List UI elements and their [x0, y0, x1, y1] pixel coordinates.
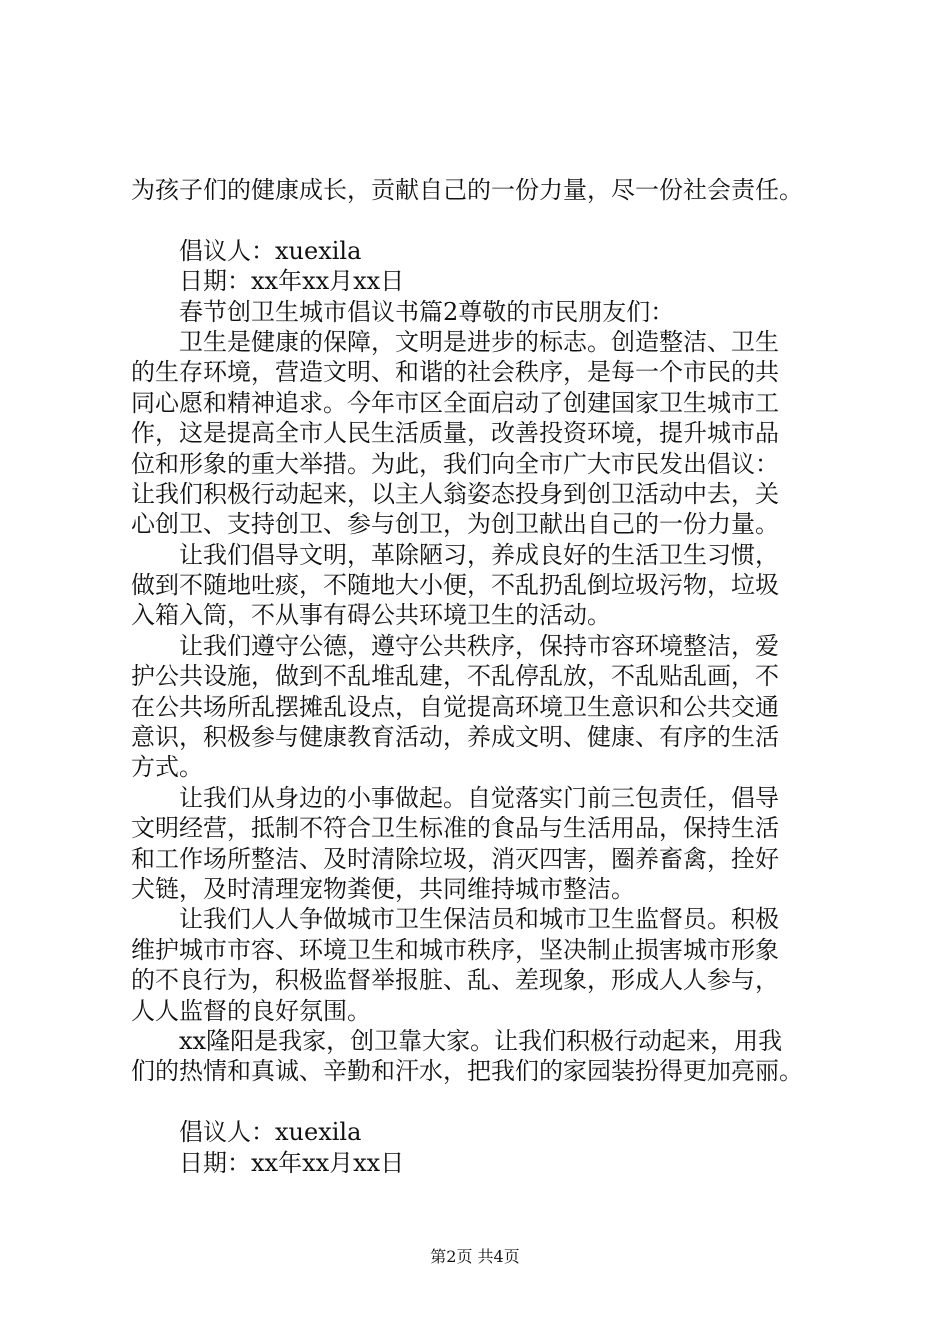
paragraph-line: 让我们遵守公德，遵守公共秩序，保持市容环境整洁，爱 [179, 631, 779, 660]
paragraph-line: 的不良行为，积极监督举报脏、乱、差现象，形成人人参与， [131, 966, 779, 995]
paragraph-line: xx隆阳是我家，创卫靠大家。让我们积极行动起来，用我 [179, 1026, 783, 1055]
signatory-line: 倡议人：xuexila [179, 1118, 362, 1147]
paragraph-line: 的生存环境，营造文明、和谐的社会秩序，是每一个市民的共 [131, 358, 779, 387]
blank-line [131, 1087, 831, 1117]
paragraph-line: 让我们积极行动起来，以主人翁姿态投身到创卫活动中去，关 [131, 479, 779, 508]
paragraph-line: 犬链，及时清理宠物粪便，共同维持城市整洁。 [131, 874, 635, 903]
paragraph-line: 和工作场所整洁、及时清除垃圾，消灭四害，圈养畜禽，拴好 [131, 844, 779, 873]
paragraph-line: 们的热情和真诚、辛勤和汗水，把我们的家园装扮得更加亮丽。 [131, 1057, 803, 1086]
paragraph-line: 护公共设施，做到不乱堆乱建，不乱停乱放，不乱贴乱画，不 [131, 662, 779, 691]
paragraph-line: 意识，积极参与健康教育活动，养成文明、健康、有序的生活 [131, 723, 779, 752]
paragraph-line: 人人监督的良好氛围。 [131, 996, 371, 1025]
paragraph-line: 让我们从身边的小事做起。自觉落实门前三包责任，倡导 [179, 783, 779, 812]
paragraph-line: 入箱入筒，不从事有碍公共环境卫生的活动。 [131, 601, 611, 630]
paragraph-line: 方式。 [131, 753, 203, 782]
paragraph-line: 为孩子们的健康成长，贡献自己的一份力量，尽一份社会责任。 [131, 176, 803, 204]
paragraph-line: 做到不随地吐痰，不随地大小便，不乱扔乱倒垃圾污物，垃圾 [131, 571, 779, 600]
paragraph-line: 卫生是健康的保障，文明是进步的标志。创造整洁、卫生 [179, 327, 779, 356]
paragraph-line: 让我们倡导文明，革除陋习，养成良好的生活卫生习惯， [179, 540, 779, 569]
paragraph-line: 心创卫、支持创卫、参与创卫，为创卫献出自己的一份力量。 [131, 510, 779, 539]
paragraph-line: 同心愿和精神追求。今年市区全面启动了创建国家卫生城市工 [131, 388, 779, 417]
paragraph-line: 在公共场所乱摆摊乱设点，自觉提高环境卫生意识和公共交通 [131, 692, 779, 721]
blank-line [131, 205, 831, 235]
date-line: 日期：xx年xx月xx日 [179, 1148, 405, 1177]
paragraph-line: 让我们人人争做城市卫生保洁员和城市卫生监督员。积极 [179, 905, 779, 934]
paragraph-line: 文明经营，抵制不符合卫生标准的食品与生活用品，保持生活 [131, 814, 779, 843]
document-body [131, 175, 831, 1178]
paragraph-line: 维护城市市容、环境卫生和城市秩序，坚决制止损害城市形象 [131, 935, 779, 964]
paragraph-line: 作，这是提高全市人民生活质量，改善投资环境，提升城市品 [131, 419, 779, 448]
date-line: 日期：xx年xx月xx日 [179, 267, 405, 296]
signatory-line: 倡议人：xuexila [179, 236, 362, 265]
page-number-footer: 第2页 共4页 [430, 1247, 520, 1266]
paragraph-line: 位和形象的重大举措。为此，我们向全市广大市民发出倡议： [131, 449, 779, 478]
section-heading: 春节创卫生城市倡议书篇2尊敬的市民朋友们： [179, 297, 675, 326]
